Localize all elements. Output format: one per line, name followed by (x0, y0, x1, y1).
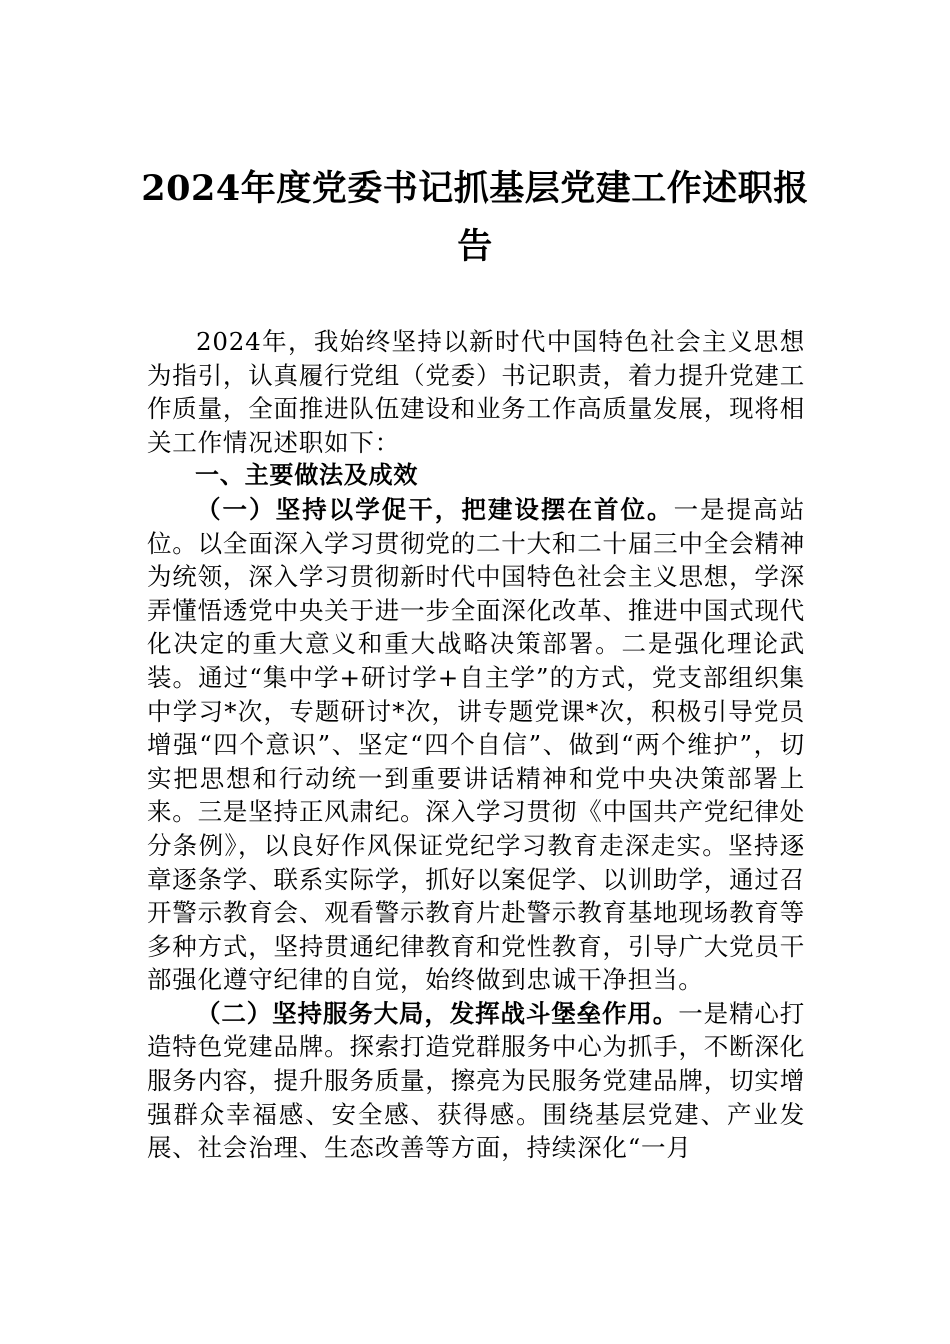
paragraph-1-lead: （一）坚持以学促干，把建设摆在首位。 (196, 494, 674, 524)
paragraph-2-text: 一是精心打造特色党建品牌。探索打造党群服务中心为抓手，不断深化服务内容，提升服务质量，擦亮为民服务党建品牌，切实增强群众幸福感、安全感、获得感。围绕基层党建、产业发展、社会治理、生态改善等方面，持续深化“一月 (147, 998, 805, 1163)
paragraph-1 (147, 493, 805, 997)
paragraph-1-text: 一是提高站位。以全面深入学习贯彻党的二十大和二十届三中全会精神为统领，深入学习贯彻新时代中国特色社会主义思想，学深弄懂悟透党中央关于进一步全面深化改革、推进中国式现代化决定的重大意义和重大战略决策部署。二是强化理论武装。通过“集中学+研讨学+自主学”的方式，党支部组织集中学习*次，专题研讨*次，讲专题党课*次，积极引导党员增强“四个意识”、坚定“四个自信”、做到“两个维护”，切实把思想和行动统一到重要讲话精神和党中央决策部署上来。三是坚持正风肃纪。深入学习贯彻《中国共产党纪律处分条例》，以良好作风保证党纪学习教育走深走实。坚持逐章逐条学、联系实际学，抓好以案促学、以训助学，通过召开警示教育会、观看警示教育片赴警示教育基地现场教育等多种方式，坚持贯通纪律教育和党性教育，引导广大党员干部强化遵守纪律的自觉，始终做到忠诚干净担当。 (147, 494, 806, 995)
document-title: 2024年度党委书记抓基层党建工作述职报告 (141, 168, 809, 267)
document-body (147, 325, 805, 1165)
paragraph-2-lead: （二）坚持服务大局，发挥战斗堡垒作用。 (196, 998, 679, 1028)
intro-paragraph: 2024年，我始终坚持以新时代中国特色社会主义思想为指引，认真履行党组（党委）书记职责，着力提升党建工作质量，全面推进队伍建设和业务工作高质量发展，现将相关工作情况述职如下： (147, 327, 805, 457)
paragraph-2 (147, 997, 805, 1165)
section-heading: 一、主要做法及成效 (195, 461, 419, 490)
